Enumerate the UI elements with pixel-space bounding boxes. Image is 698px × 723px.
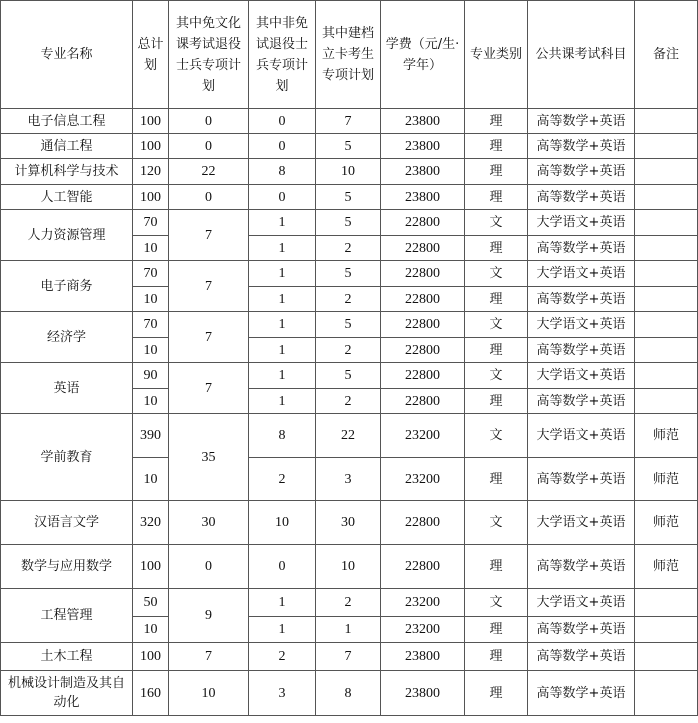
- cell-note: [635, 589, 698, 617]
- cell-total: 100: [133, 545, 169, 589]
- cell-fee: 22800: [381, 210, 465, 236]
- cell-veteran-exempt: 9: [169, 589, 249, 643]
- cell-total: 100: [133, 109, 169, 134]
- cell-poverty: 2: [316, 389, 381, 414]
- table-row: [1, 671, 698, 716]
- table-row: [1, 501, 698, 545]
- cell-category: 文: [465, 363, 528, 389]
- cell-veteran-non-exempt: 8: [249, 159, 316, 185]
- table-row: [1, 134, 698, 159]
- table-row: [1, 261, 698, 287]
- cell-fee: 22800: [381, 261, 465, 287]
- header-total: 总计划: [133, 1, 169, 109]
- table-row: [1, 185, 698, 210]
- cell-category: 理: [465, 617, 528, 643]
- cell-note: [635, 134, 698, 159]
- cell-category: 理: [465, 671, 528, 716]
- cell-subjects: 高等数学+英语: [528, 159, 635, 185]
- header-category: 专业类别: [465, 1, 528, 109]
- cell-veteran-non-exempt: 2: [249, 458, 316, 501]
- cell-poverty: 22: [316, 414, 381, 458]
- cell-category: 理: [465, 134, 528, 159]
- cell-subjects: 高等数学+英语: [528, 109, 635, 134]
- cell-total: 50: [133, 589, 169, 617]
- cell-subjects: 大学语文+英语: [528, 414, 635, 458]
- cell-veteran-non-exempt: 0: [249, 545, 316, 589]
- cell-note: [635, 261, 698, 287]
- table-row: [1, 414, 698, 458]
- cell-category: 理: [465, 185, 528, 210]
- cell-veteran-non-exempt: 1: [249, 210, 316, 236]
- cell-veteran-exempt: 10: [169, 671, 249, 716]
- cell-fee: 22800: [381, 312, 465, 338]
- cell-veteran-non-exempt: 1: [249, 312, 316, 338]
- cell-note: 师范: [635, 501, 698, 545]
- table-row: [1, 312, 698, 338]
- cell-poverty: 10: [316, 159, 381, 185]
- cell-subjects: 高等数学+英语: [528, 185, 635, 210]
- cell-major: 学前教育: [1, 414, 133, 501]
- cell-fee: 23200: [381, 617, 465, 643]
- cell-total: 10: [133, 236, 169, 261]
- cell-fee: 23200: [381, 589, 465, 617]
- cell-total: 100: [133, 134, 169, 159]
- cell-category: 文: [465, 414, 528, 458]
- cell-veteran-non-exempt: 0: [249, 109, 316, 134]
- cell-category: 理: [465, 287, 528, 312]
- header-fee: 学费（元/生·学年）: [381, 1, 465, 109]
- cell-fee: 23800: [381, 159, 465, 185]
- table-body: [1, 109, 698, 716]
- cell-poverty: 1: [316, 617, 381, 643]
- cell-poverty: 30: [316, 501, 381, 545]
- header-major: 专业名称: [1, 1, 133, 109]
- cell-major: 数学与应用数学: [1, 545, 133, 589]
- cell-note: [635, 159, 698, 185]
- cell-poverty: 5: [316, 134, 381, 159]
- cell-total: 70: [133, 261, 169, 287]
- cell-subjects: 高等数学+英语: [528, 458, 635, 501]
- cell-subjects: 高等数学+英语: [528, 671, 635, 716]
- cell-veteran-non-exempt: 1: [249, 589, 316, 617]
- cell-total: 70: [133, 210, 169, 236]
- cell-subjects: 高等数学+英语: [528, 287, 635, 312]
- cell-poverty: 5: [316, 261, 381, 287]
- cell-total: 160: [133, 671, 169, 716]
- cell-total: 90: [133, 363, 169, 389]
- cell-category: 理: [465, 545, 528, 589]
- cell-note: 师范: [635, 414, 698, 458]
- cell-fee: 23800: [381, 671, 465, 716]
- table-row: [1, 363, 698, 389]
- cell-major: 土木工程: [1, 643, 133, 671]
- header-poverty: 其中建档立卡考生专项计划: [316, 1, 381, 109]
- cell-veteran-exempt: 0: [169, 545, 249, 589]
- cell-veteran-exempt: 0: [169, 185, 249, 210]
- cell-poverty: 5: [316, 363, 381, 389]
- cell-major: 人工智能: [1, 185, 133, 210]
- cell-fee: 23800: [381, 134, 465, 159]
- cell-subjects: 大学语文+英语: [528, 312, 635, 338]
- cell-category: 理: [465, 109, 528, 134]
- cell-category: 理: [465, 389, 528, 414]
- cell-category: 理: [465, 643, 528, 671]
- cell-subjects: 大学语文+英语: [528, 261, 635, 287]
- cell-total: 100: [133, 185, 169, 210]
- cell-note: [635, 287, 698, 312]
- cell-subjects: 高等数学+英语: [528, 338, 635, 363]
- cell-total: 70: [133, 312, 169, 338]
- cell-fee: 22800: [381, 338, 465, 363]
- table-row: [1, 210, 698, 236]
- cell-veteran-non-exempt: 1: [249, 389, 316, 414]
- cell-category: 文: [465, 261, 528, 287]
- cell-poverty: 7: [316, 109, 381, 134]
- cell-note: [635, 338, 698, 363]
- cell-fee: 22800: [381, 287, 465, 312]
- cell-subjects: 高等数学+英语: [528, 617, 635, 643]
- cell-veteran-exempt: 35: [169, 414, 249, 501]
- cell-category: 文: [465, 501, 528, 545]
- cell-note: [635, 109, 698, 134]
- cell-note: 师范: [635, 545, 698, 589]
- cell-poverty: 10: [316, 545, 381, 589]
- cell-note: [635, 363, 698, 389]
- cell-veteran-non-exempt: 1: [249, 287, 316, 312]
- cell-note: [635, 617, 698, 643]
- cell-note: [635, 210, 698, 236]
- cell-fee: 23800: [381, 109, 465, 134]
- cell-fee: 22800: [381, 236, 465, 261]
- cell-veteran-non-exempt: 1: [249, 236, 316, 261]
- cell-note: [635, 643, 698, 671]
- cell-major: 工程管理: [1, 589, 133, 643]
- cell-subjects: 大学语文+英语: [528, 501, 635, 545]
- cell-veteran-exempt: 22: [169, 159, 249, 185]
- cell-veteran-non-exempt: 3: [249, 671, 316, 716]
- cell-fee: 23200: [381, 458, 465, 501]
- cell-category: 理: [465, 458, 528, 501]
- cell-total: 100: [133, 643, 169, 671]
- cell-category: 理: [465, 338, 528, 363]
- cell-note: [635, 312, 698, 338]
- cell-subjects: 高等数学+英语: [528, 643, 635, 671]
- cell-note: [635, 671, 698, 716]
- table-row: [1, 109, 698, 134]
- cell-note: [635, 389, 698, 414]
- cell-total: 120: [133, 159, 169, 185]
- cell-fee: 22800: [381, 389, 465, 414]
- cell-veteran-exempt: 7: [169, 363, 249, 414]
- cell-poverty: 2: [316, 589, 381, 617]
- table-row: [1, 159, 698, 185]
- cell-fee: 23800: [381, 185, 465, 210]
- cell-total: 10: [133, 389, 169, 414]
- cell-total: 10: [133, 617, 169, 643]
- cell-fee: 23200: [381, 414, 465, 458]
- table-row: [1, 589, 698, 617]
- cell-veteran-non-exempt: 1: [249, 363, 316, 389]
- cell-note: [635, 236, 698, 261]
- cell-total: 10: [133, 287, 169, 312]
- cell-major: 经济学: [1, 312, 133, 363]
- header-note: 备注: [635, 1, 698, 109]
- cell-poverty: 5: [316, 312, 381, 338]
- cell-category: 理: [465, 159, 528, 185]
- cell-category: 文: [465, 312, 528, 338]
- cell-major: 电子商务: [1, 261, 133, 312]
- cell-fee: 22800: [381, 545, 465, 589]
- cell-subjects: 高等数学+英语: [528, 236, 635, 261]
- cell-veteran-exempt: 7: [169, 210, 249, 261]
- cell-veteran-non-exempt: 10: [249, 501, 316, 545]
- cell-veteran-exempt: 0: [169, 134, 249, 159]
- header-veteran-non-exempt: 其中非免试退役士兵专项计划: [249, 1, 316, 109]
- header-veteran-exempt: 其中免文化课考试退役士兵专项计划: [169, 1, 249, 109]
- cell-subjects: 大学语文+英语: [528, 363, 635, 389]
- cell-subjects: 高等数学+英语: [528, 389, 635, 414]
- cell-veteran-non-exempt: 1: [249, 261, 316, 287]
- cell-poverty: 2: [316, 236, 381, 261]
- cell-total: 390: [133, 414, 169, 458]
- cell-total: 320: [133, 501, 169, 545]
- cell-fee: 22800: [381, 363, 465, 389]
- cell-note: 师范: [635, 458, 698, 501]
- cell-veteran-non-exempt: 1: [249, 617, 316, 643]
- cell-poverty: 2: [316, 338, 381, 363]
- cell-major: 汉语言文学: [1, 501, 133, 545]
- cell-major: 人力资源管理: [1, 210, 133, 261]
- cell-subjects: 大学语文+英语: [528, 589, 635, 617]
- cell-fee: 23800: [381, 643, 465, 671]
- cell-poverty: 7: [316, 643, 381, 671]
- table-row: [1, 643, 698, 671]
- cell-poverty: 8: [316, 671, 381, 716]
- cell-note: [635, 185, 698, 210]
- cell-subjects: 大学语文+英语: [528, 210, 635, 236]
- header-subjects: 公共课考试科目: [528, 1, 635, 109]
- cell-category: 文: [465, 210, 528, 236]
- cell-fee: 22800: [381, 501, 465, 545]
- cell-category: 文: [465, 589, 528, 617]
- cell-poverty: 5: [316, 185, 381, 210]
- header-row: [1, 1, 698, 109]
- cell-subjects: 高等数学+英语: [528, 134, 635, 159]
- table-row: [1, 545, 698, 589]
- cell-veteran-non-exempt: 8: [249, 414, 316, 458]
- cell-veteran-non-exempt: 2: [249, 643, 316, 671]
- cell-major: 电子信息工程: [1, 109, 133, 134]
- cell-veteran-non-exempt: 0: [249, 134, 316, 159]
- cell-major: 通信工程: [1, 134, 133, 159]
- cell-category: 理: [465, 236, 528, 261]
- cell-veteran-exempt: 7: [169, 312, 249, 363]
- cell-veteran-exempt: 7: [169, 261, 249, 312]
- cell-total: 10: [133, 458, 169, 501]
- cell-poverty: 2: [316, 287, 381, 312]
- cell-veteran-exempt: 7: [169, 643, 249, 671]
- cell-poverty: 3: [316, 458, 381, 501]
- cell-major: 机械设计制造及其自动化: [1, 671, 133, 716]
- cell-major: 计算机科学与技术: [1, 159, 133, 185]
- cell-veteran-exempt: 0: [169, 109, 249, 134]
- cell-total: 10: [133, 338, 169, 363]
- cell-veteran-exempt: 30: [169, 501, 249, 545]
- cell-major: 英语: [1, 363, 133, 414]
- cell-poverty: 5: [316, 210, 381, 236]
- cell-subjects: 高等数学+英语: [528, 545, 635, 589]
- cell-veteran-non-exempt: 1: [249, 338, 316, 363]
- cell-veteran-non-exempt: 0: [249, 185, 316, 210]
